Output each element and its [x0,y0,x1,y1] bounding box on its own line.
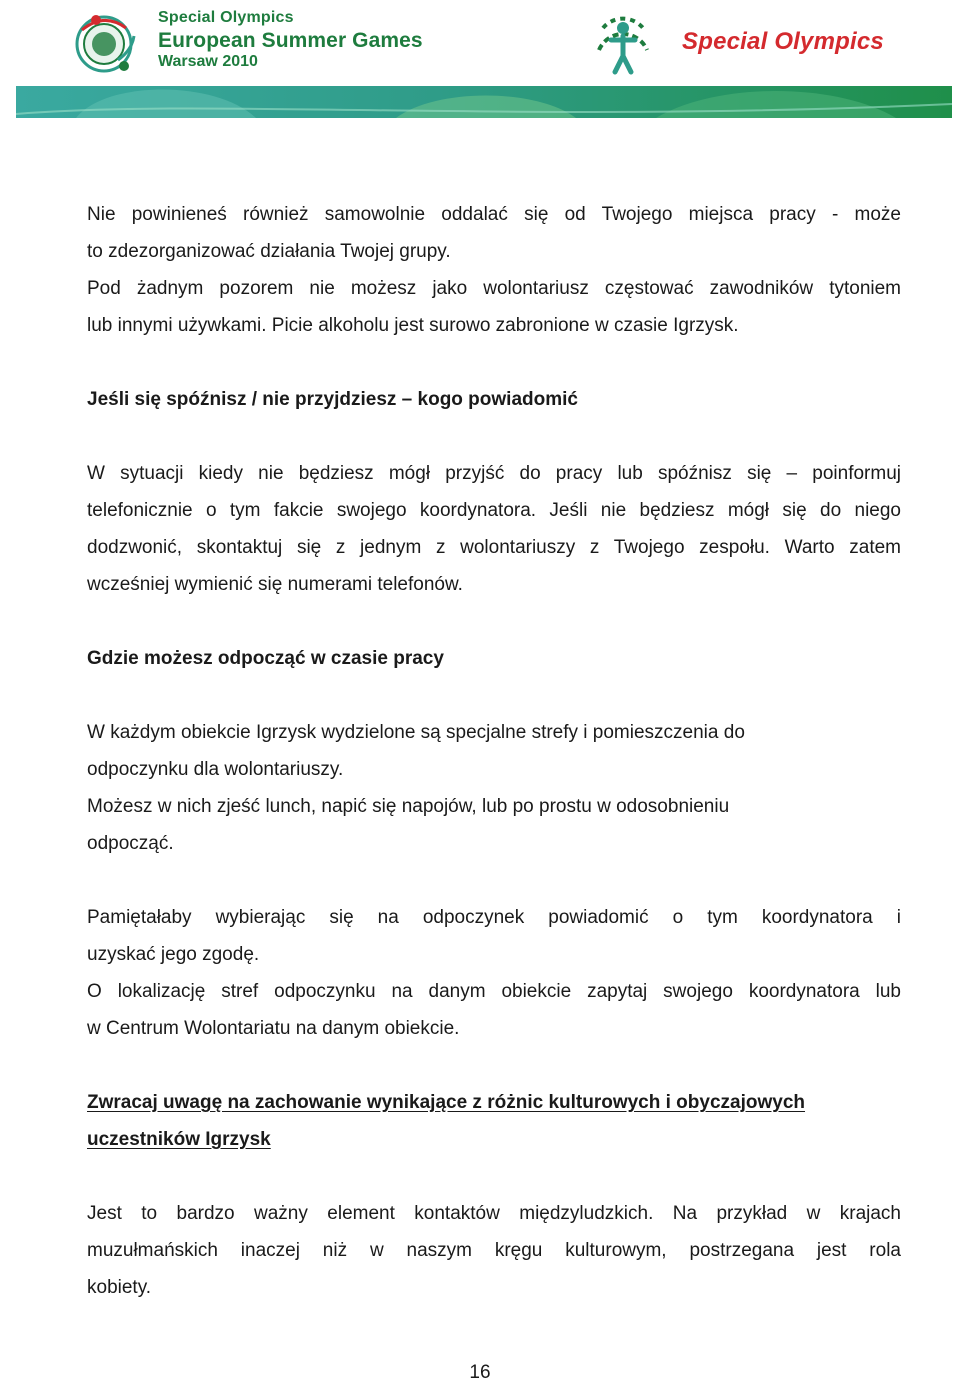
text-line: Pod żadnym pozorem nie możesz jako wolontariusz częstować zawodników tytoniem [87,278,901,299]
text-line: Pamiętałaby wybierając się na odpoczynek powiadomić o tym koordynatora i [87,907,901,928]
heading-line: uczestników Igrzysk [87,1129,271,1150]
header-band [16,86,952,118]
section-heading-late: Jeśli się spóźnisz / nie przyjdziesz – kogo powiadomić [87,389,578,410]
page-number: 16 [469,1362,491,1383]
page-header [0,0,960,122]
text-line: kobiety. [87,1277,152,1298]
text-line: muzułmańskich inaczej niż w naszym kręgu kulturowym, postrzegana jest rola [87,1240,901,1261]
games-title [158,10,423,70]
text-line: wcześniej wymienić się numerami telefonów. [87,574,463,595]
text-line: telefonicznie o tym fakcie swojego koordynatora. Jeśli nie będziesz mógł się do niego [87,500,901,521]
text-line: lub innymi używkami. Picie alkoholu jest surowo zabronione w czasie Igrzysk. [87,315,739,336]
text-line: dodzwonić, skontaktuj się z jednym z wolontariuszy z Twojego zespołu. Warto zatem [87,537,901,558]
section-heading-culture [87,1084,901,1158]
special-olympics-wordmark: Special Olympics [682,28,884,55]
games-logo-icon [74,10,138,76]
paragraph-late [87,455,901,603]
text-line: O lokalizację stref odpoczynku na danym obiekcie zapytaj swojego koordynatora lub [87,981,901,1002]
text-line: to zdezorganizować działania Twojej grupy. [87,241,451,262]
text-line: Możesz w nich zjeść lunch, napić się napojów, lub po prostu w odosobnieniu [87,796,730,817]
paragraph-culture [87,1195,901,1306]
text-line: Jest to bardzo ważny element kontaktów międzyludzkich. Na przykład w krajach [87,1203,901,1224]
games-title-line1: Special Olympics [158,9,294,26]
text-line: W sytuacji kiedy nie będziesz mógł przyjść do pracy lub spóźnisz się – poinformuj [87,463,901,484]
special-olympics-emblem-icon [587,6,659,78]
games-title-line3: Warsaw 2010 [158,53,258,70]
games-title-line2: European Summer Games [158,29,423,52]
text-line: odpoczynku dla wolontariuszy. [87,759,344,780]
document-body [87,196,901,1306]
text-line: w Centrum Wolontariatu na danym obiekcie. [87,1018,460,1039]
paragraph-rest-notice [87,899,901,1047]
paragraph-workplace [87,196,901,344]
heading-line: Zwracaj uwagę na zachowanie wynikające z różnic kulturowych i obyczajowych [87,1092,806,1113]
text-line: uzyskać jego zgodę. [87,944,260,965]
paragraph-rest-areas [87,714,901,862]
text-line: W każdym obiekcie Igrzysk wydzielone są specjalne strefy i pomieszczenia do [87,722,745,743]
text-line: odpocząć. [87,833,174,854]
text-line: Nie powinieneś również samowolnie oddalać się od Twojego miejsca pracy - może [87,204,901,225]
section-heading-rest: Gdzie możesz odpocząć w czasie pracy [87,648,444,669]
